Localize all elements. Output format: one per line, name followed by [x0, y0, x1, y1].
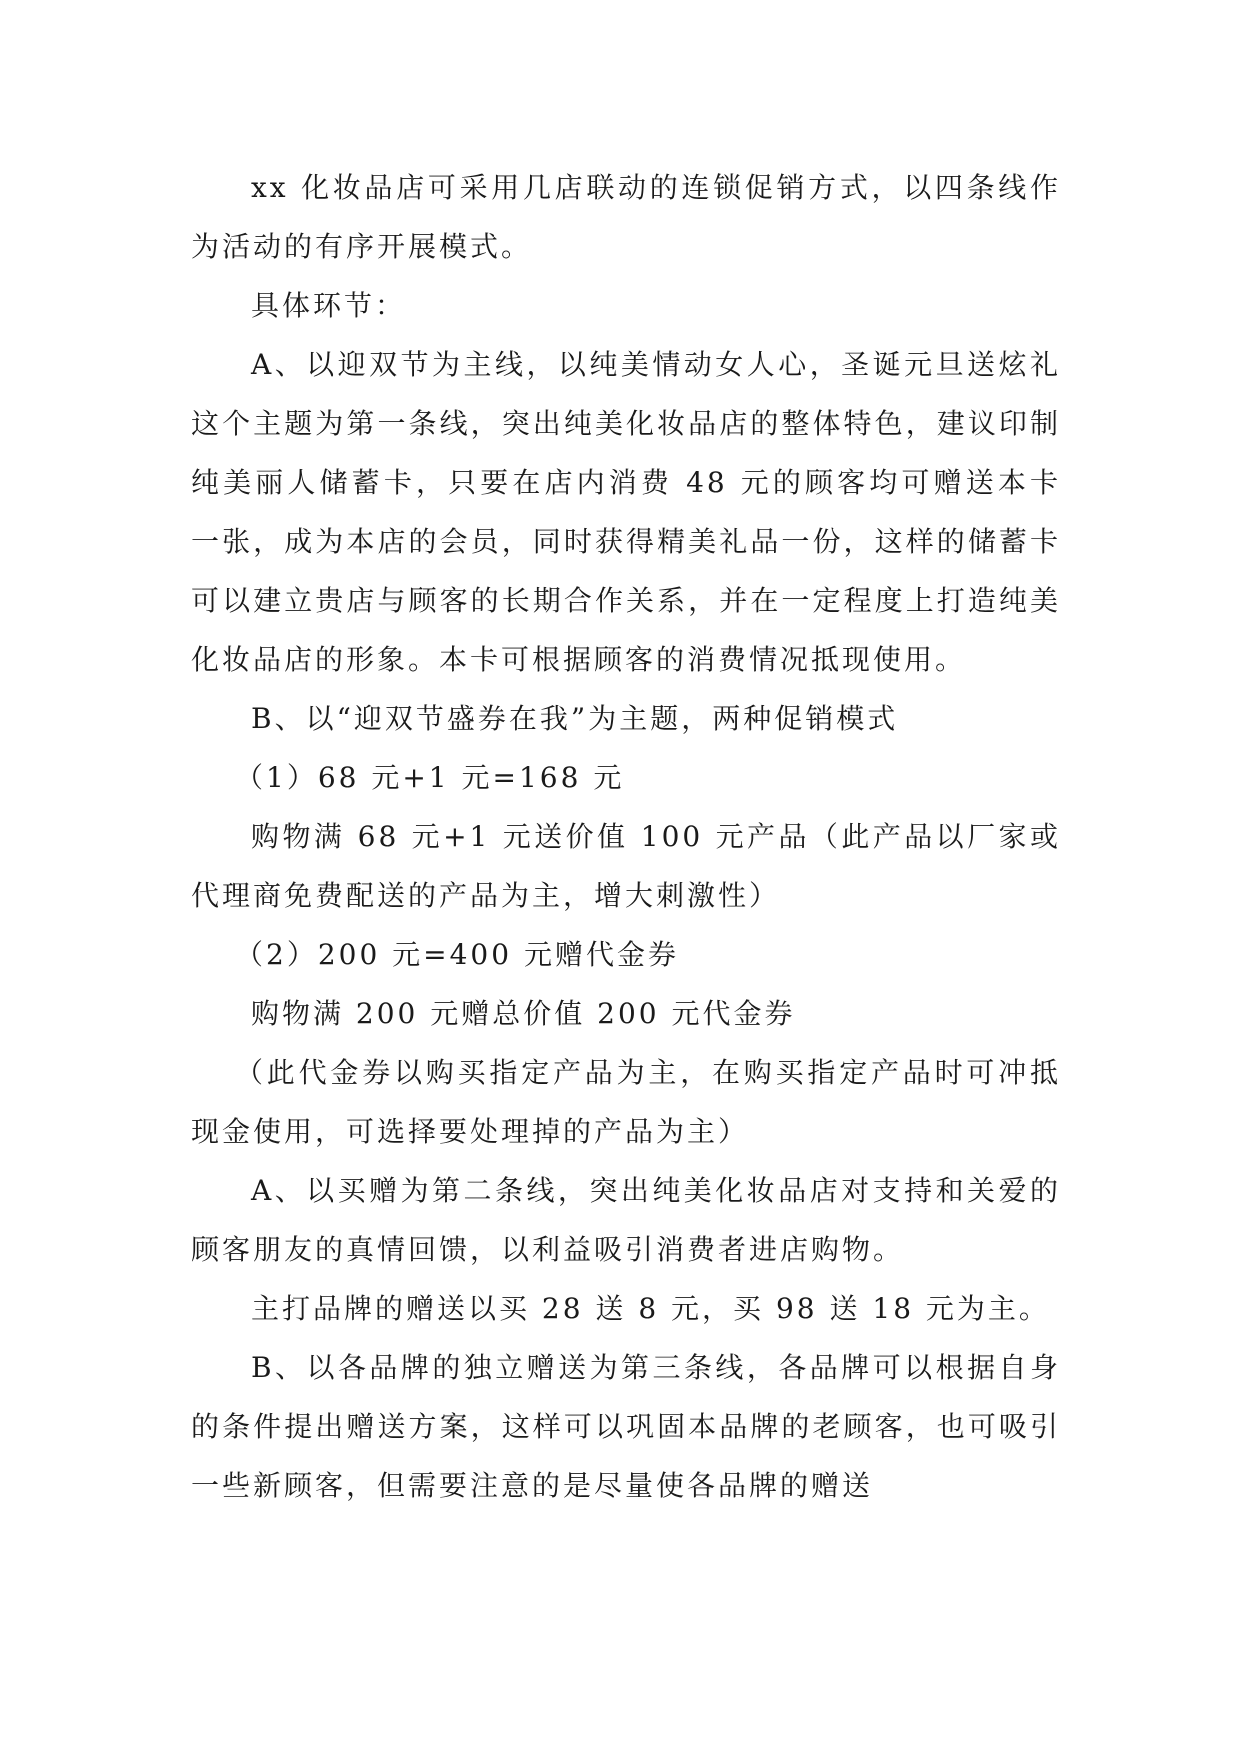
paragraph-steps-heading: 具体环节： — [251, 289, 407, 322]
paragraph-coupon-theme: B、以“迎双节盛券在我”为主题，两种促销模式 — [251, 702, 899, 735]
paragraph-voucher-note: （此代金券以购买指定产品为主，在购买指定产品时可冲抵现金使用，可选择要处理掉的产品为主） — [191, 1056, 1061, 1148]
paragraph-mode-two: （2）200 元=400 元赠代金券 — [235, 938, 679, 971]
paragraph-mode-one-detail: 购物满 68 元+1 元送价值 100 元产品（此产品以厂家或代理商免费配送的产品为主，增大刺激性） — [191, 820, 1061, 912]
paragraph-line-three: B、以各品牌的独立赠送为第三条线，各品牌可以根据自身的条件提出赠送方案，这样可以巩固本品牌的老顾客，也可吸引一些新顾客，但需要注意的是尽量使各品牌的赠送 — [191, 1351, 1061, 1502]
paragraph-mode-one: （1）68 元+1 元=168 元 — [235, 761, 625, 794]
paragraph-mode-two-detail: 购物满 200 元赠总价值 200 元代金券 — [251, 997, 796, 1030]
paragraph-main-brand-gift: 主打品牌的赠送以买 28 送 8 元，买 98 送 18 元为主。 — [251, 1292, 1050, 1325]
paragraph-line-two: A、以买赠为第二条线，突出纯美化妆品店对支持和关爱的顾客朋友的真情回馈，以利益吸引消费者进店购物。 — [191, 1174, 1061, 1266]
document-body — [191, 158, 1061, 1515]
paragraph-intro: xx 化妆品店可采用几店联动的连锁促销方式，以四条线作为活动的有序开展模式。 — [191, 171, 1061, 263]
paragraph-line-one: A、以迎双节为主线，以纯美情动女人心，圣诞元旦送炫礼这个主题为第一条线，突出纯美化妆品店的整体特色，建议印制纯美丽人储蓄卡，只要在店内消费 48 元的顾客均可赠送本卡一张，成为本店的会员，同时获得精美礼品一份，这样的储蓄卡可以建立贵店与顾客的长期合作关系，并在一定程度上打造纯美化妆品店的形象。本卡可根据顾客的消费情况抵现使用。 — [191, 348, 1061, 676]
